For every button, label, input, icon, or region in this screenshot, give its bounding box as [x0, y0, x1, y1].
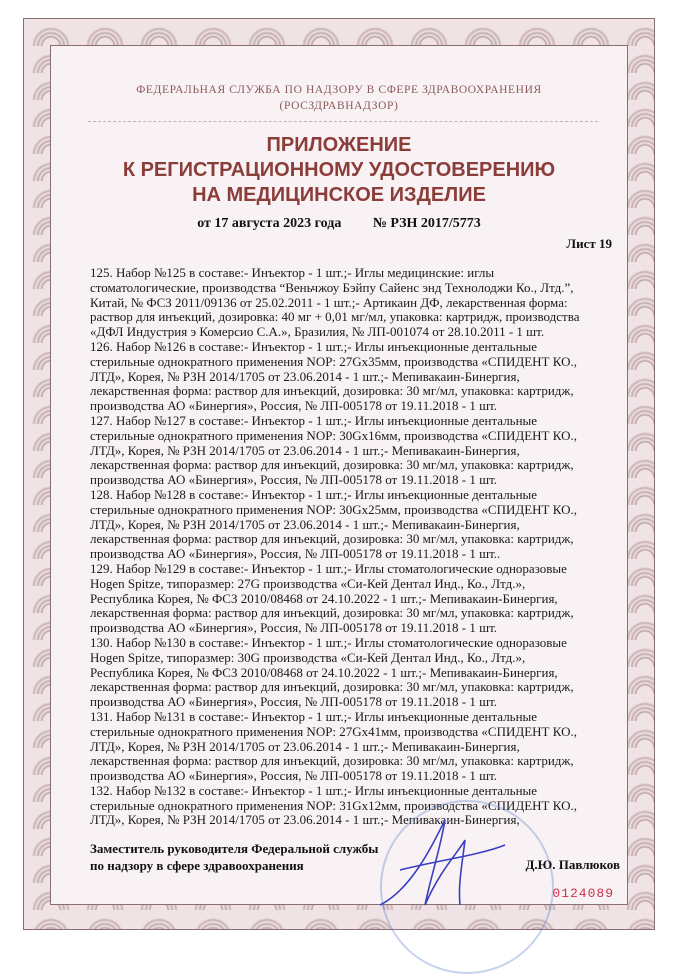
body-line: производства АО «Бинергия», Россия, № ЛП-005178 от 19.11.2018 - 1 шт. — [90, 620, 498, 636]
body-line: производства АО «Бинергия», Россия, № ЛП-005178 от 19.11.2018 - 1 шт. — [90, 694, 498, 710]
body-line: ЛТД», Корея, № РЗН 2014/1705 от 23.06.2014 - 1 шт.;- Мепивакаин-Бинергия, — [90, 368, 520, 384]
body-line: производства АО «Бинергия», Россия, № ЛП-005178 от 19.11.2018 - 1 шт. — [90, 472, 498, 488]
serial-number: 0124089 — [552, 886, 614, 901]
body-line: Республика Корея, № ФСЗ 2010/08468 от 24.10.2022 - 1 шт.;- Мепивакаин-Бинергия, — [90, 590, 558, 606]
body-line: лекарственная форма: раствор для инъекций, дозировка: 30 мг/мл, упаковка: картридж, — [90, 753, 574, 769]
signer-title-line-1: Заместитель руководителя Федеральной службы — [90, 841, 379, 856]
body-line: Китай, № ФСЗ 2011/09136 от 25.02.2011 - 1 шт.;- Артикаин ДФ, лекарственная форма: — [90, 294, 568, 310]
date-number-line — [0, 216, 678, 232]
body-line: лекарственная форма: раствор для инъекций, дозировка: 30 мг/мл, упаковка: картридж, — [90, 605, 574, 621]
body-line: 125. Набор №125 в составе:- Инъектор - 1 шт.;- Иглы медицинские: иглы — [90, 265, 495, 280]
body-line: Hogen Spitze, типоразмер: 30G производства «Си-Кей Дентал Инд., Ко., Лтд.», — [90, 649, 526, 665]
body-line: стерильные однократного применения NOP: 27Gx35мм, производства «СПИДЕНТ КО., — [90, 353, 577, 369]
document-date: от 17 августа 2023 года — [197, 216, 342, 231]
body-line: производства АО «Бинергия», Россия, № ЛП-005178 от 19.11.2018 - 1 шт. — [90, 768, 498, 784]
body-line: «ДФЛ Индустрия э Комерсио С.А.», Бразилия, № ЛП-001074 от 28.10.2011 - 1 шт. — [90, 324, 545, 340]
body-line: ЛТД», Корея, № РЗН 2014/1705 от 23.06.2014 - 1 шт.;- Мепивакаин-Бинергия, — [90, 812, 520, 828]
body-line: лекарственная форма: раствор для инъекций, дозировка: 30 мг/мл, упаковка: картридж, — [90, 531, 574, 547]
body-line: 126. Набор №126 в составе:- Инъектор - 1 шт.;- Иглы инъекционные дентальные — [90, 338, 538, 354]
body-line: раствор для инъекций, дозировка: 40 мг + 0,01 мг/мл, упаковка: картридж, производства — [90, 309, 580, 325]
body-line: лекарственная форма: раствор для инъекций, дозировка: 30 мг/мл, упаковка: картридж, — [90, 679, 574, 695]
signer-title — [90, 840, 378, 874]
body-line: 129. Набор №129 в составе:- Инъектор - 1 шт.;- Иглы стоматологические одноразовые — [90, 560, 567, 576]
sheet-number: Лист 19 — [566, 236, 612, 251]
body-line: производства АО «Бинергия», Россия, № ЛП-005178 от 19.11.2018 - 1 шт. — [90, 398, 498, 414]
body-line: стерильные однократного применения NOP: 30Gx25мм, производства «СПИДЕНТ КО., — [90, 501, 577, 517]
body-line: 130. Набор №130 в составе:- Инъектор - 1 шт.;- Иглы стоматологические одноразовые — [90, 634, 567, 650]
body-line: лекарственная форма: раствор для инъекций, дозировка: 30 мг/мл, упаковка: картридж, — [90, 383, 574, 399]
body-line: Hogen Spitze, типоразмер: 27G производства «Си-Кей Дентал Инд., Ко., Лтд.», — [90, 575, 526, 591]
body-line: ЛТД», Корея, № РЗН 2014/1705 от 23.06.2014 - 1 шт.;- Мепивакаин-Бинергия, — [90, 442, 520, 458]
body-line: Республика Корея, № ФСЗ 2010/08468 от 24.10.2022 - 1 шт.;- Мепивакаин-Бинергия, — [90, 664, 558, 680]
registration-number: № РЗН 2017/5773 — [372, 216, 481, 231]
body-line: 132. Набор №132 в составе:- Инъектор - 1 шт.;- Иглы инъекционные дентальные — [90, 782, 538, 798]
title-line-3: НА МЕДИЦИНСКОЕ ИЗДЕЛИЕ — [192, 184, 486, 206]
agency-name: ФЕДЕРАЛЬНАЯ СЛУЖБА ПО НАДЗОРУ В СФЕРЕ ЗДРАВООХРАНЕНИЯ — [136, 84, 542, 96]
title-line-2: К РЕГИСТРАЦИОННОМУ УДОСТОВЕРЕНИЮ — [122, 159, 556, 181]
agency-abbreviation: (РОСЗДРАВНАДЗОР) — [279, 100, 399, 112]
body-line: 127. Набор №127 в составе:- Инъектор - 1 шт.;- Иглы инъекционные дентальные — [90, 412, 538, 428]
body-line: стоматологические, производства “Веньчжоу Бэйпу Сайенс энд Технолоджи Ко., Лтд.”, — [90, 279, 574, 295]
body-line: лекарственная форма: раствор для инъекций, дозировка: 30 мг/мл, упаковка: картридж, — [90, 457, 574, 473]
signature — [370, 810, 510, 920]
signer-title-line-2: по надзору в сфере здравоохранения — [90, 858, 304, 873]
signer-name: Д.Ю. Павлюков — [525, 857, 620, 872]
body-line: ЛТД», Корея, № РЗН 2014/1705 от 23.06.2014 - 1 шт.;- Мепивакаин-Бинергия, — [90, 516, 520, 532]
title-line-1: ПРИЛОЖЕНИЕ — [266, 134, 412, 156]
body-line: 128. Набор №128 в составе:- Инъектор - 1 шт.;- Иглы инъекционные дентальные — [90, 486, 538, 502]
body-line: производства АО «Бинергия», Россия, № ЛП-005178 от 19.11.2018 - 1 шт.. — [90, 546, 501, 562]
body-line: стерильные однократного применения NOP: 31Gx12мм, производства «СПИДЕНТ КО., — [90, 797, 577, 813]
body-line: стерильные однократного применения NOP: 27Gx41мм, производства «СПИДЕНТ КО., — [90, 723, 577, 739]
body-line: 131. Набор №131 в составе:- Инъектор - 1 шт.;- Иглы инъекционные дентальные — [90, 708, 538, 724]
divider — [88, 121, 598, 122]
document-body — [90, 266, 610, 828]
body-line: стерильные однократного применения NOP: 30Gx16мм, производства «СПИДЕНТ КО., — [90, 427, 577, 443]
body-line: ЛТД», Корея, № РЗН 2014/1705 от 23.06.2014 - 1 шт.;- Мепивакаин-Бинергия, — [90, 738, 520, 754]
